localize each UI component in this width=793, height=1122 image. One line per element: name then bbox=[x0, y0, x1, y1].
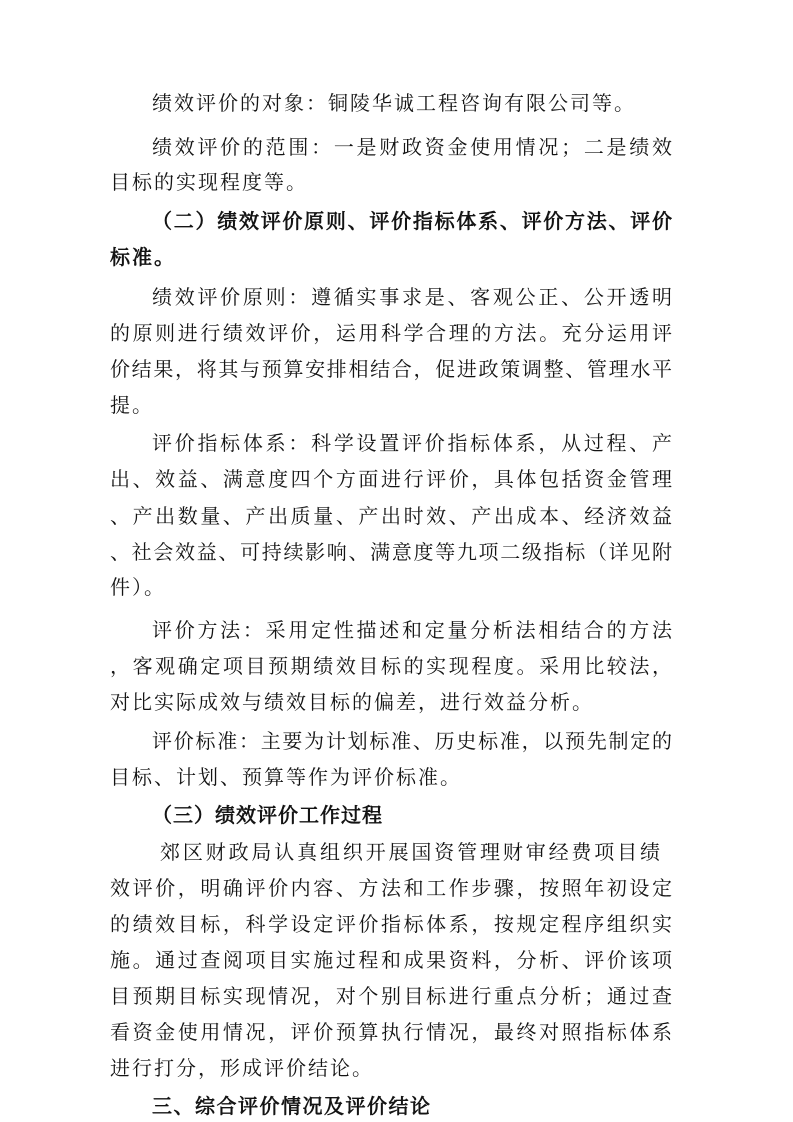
paragraph-line: 评价方法：采用定性描述和定量分析法相结合的方法 bbox=[152, 618, 672, 642]
paragraph-line: 进行打分，形成评价结论。 bbox=[110, 1056, 374, 1080]
paragraph-line: 出、效益、满意度四个方面进行评价，具体包括资金管理 bbox=[110, 467, 672, 491]
section-heading: 三、综合评价情况及评价结论 bbox=[152, 1094, 432, 1118]
paragraph-line: 看资金使用情况，评价预算执行情况，最终对照指标体系 bbox=[110, 1020, 672, 1044]
paragraph-line: 绩效评价的对象：铜陵华诚工程咨询有限公司等。 bbox=[152, 91, 636, 115]
paragraph-line: 对比实际成效与绩效目标的偏差，进行效益分析。 bbox=[110, 690, 594, 714]
paragraph-line: 的绩效目标，科学设定评价指标体系，按规定程序组织实 bbox=[110, 912, 672, 936]
paragraph-line: 绩效评价的范围：一是财政资金使用情况；二是绩效 bbox=[152, 135, 672, 159]
paragraph-line: 评价指标体系：科学设置评价指标体系，从过程、产 bbox=[152, 431, 672, 455]
section-heading: （三）绩效评价工作过程 bbox=[152, 803, 383, 827]
paragraph-line: 目标、计划、预算等作为评价标准。 bbox=[110, 765, 462, 789]
paragraph-line: 效评价，明确评价内容、方法和工作步骤，按照年初设定 bbox=[110, 876, 672, 900]
paragraph-line: 提。 bbox=[110, 393, 154, 417]
paragraph-line: 目预期目标实现情况，对个别目标进行重点分析；通过查 bbox=[110, 984, 672, 1008]
paragraph-line: 、产出数量、产出质量、产出时效、产出成本、经济效益 bbox=[110, 504, 672, 528]
paragraph-line: 绩效评价原则：遵循实事求是、客观公正、公开透明 bbox=[152, 285, 672, 309]
section-heading: 标准。 bbox=[110, 245, 176, 269]
paragraph-line: 目标的实现程度等。 bbox=[110, 170, 308, 194]
paragraph-line: 价结果，将其与预算安排相结合，促进政策调整、管理水平 bbox=[110, 357, 672, 381]
paragraph-line: ，客观确定项目预期绩效目标的实现程度。采用比较法， bbox=[110, 654, 672, 678]
paragraph-line: 的原则进行绩效评价，运用科学合理的方法。充分运用评 bbox=[110, 321, 672, 345]
section-heading: （二）绩效评价原则、评价指标体系、评价方法、评价 bbox=[152, 209, 672, 233]
paragraph-line: 件）。 bbox=[110, 575, 166, 599]
paragraph-line: 郊区财政局认真组织开展国资管理财审经费项目绩 bbox=[160, 840, 660, 864]
paragraph-line: 、社会效益、可持续影响、满意度等九项二级指标（详见附 bbox=[110, 540, 672, 564]
paragraph-line: 评价标准：主要为计划标准、历史标准，以预先制定的 bbox=[152, 729, 672, 753]
paragraph-line: 施。通过查阅项目实施过程和成果资料，分析、评价该项 bbox=[110, 948, 672, 972]
